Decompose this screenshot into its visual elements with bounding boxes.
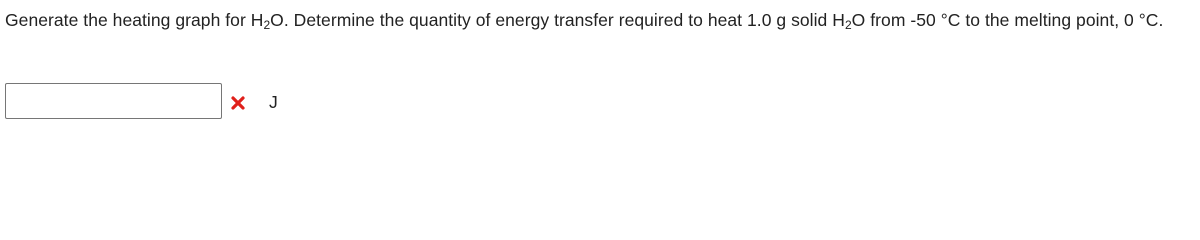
unit-label: J xyxy=(269,91,278,112)
question-text-part-1: Generate the heating graph for H xyxy=(5,10,264,30)
incorrect-x-icon xyxy=(229,94,247,112)
question-text-part-2: O. Determine the quantity of energy transfer required to heat 1.0 g solid H xyxy=(270,10,845,30)
answer-row xyxy=(5,83,278,119)
question-text-part-3: O from -50 °C to the melting point, 0 °C. xyxy=(851,10,1164,30)
subscript-2: 2 xyxy=(844,18,852,32)
question-text xyxy=(5,4,1195,37)
answer-input[interactable] xyxy=(5,83,222,119)
subscript-2: 2 xyxy=(263,18,271,32)
